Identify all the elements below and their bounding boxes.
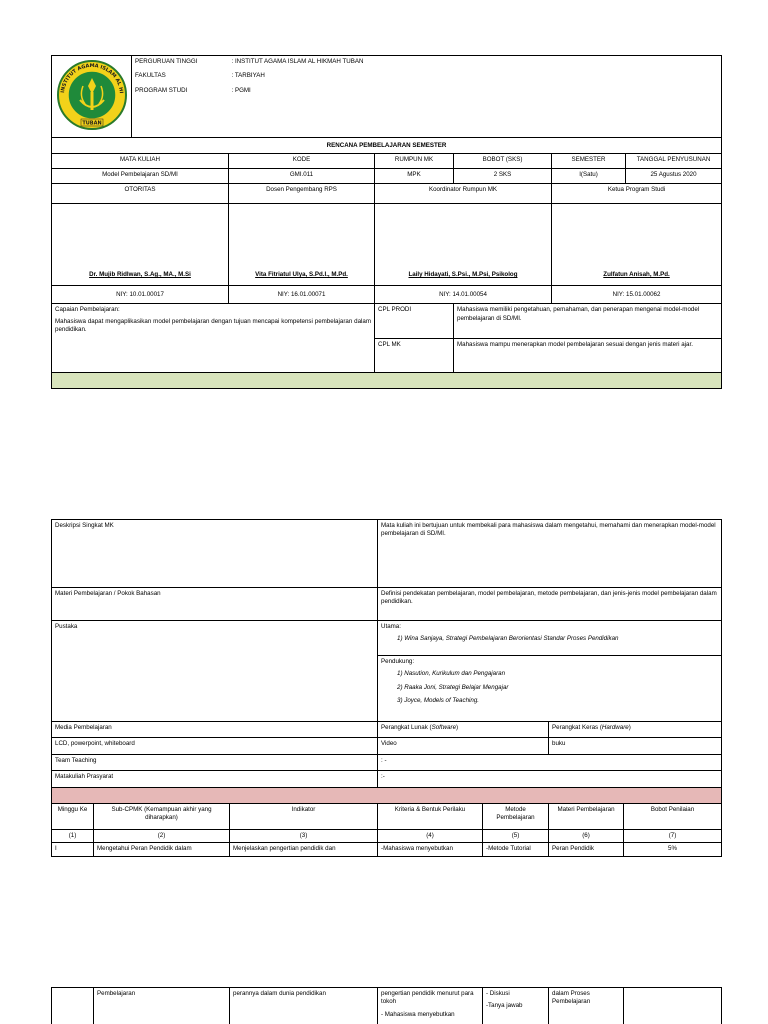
plan-header-criteria: Kriteria & Bentuk Perilaku bbox=[378, 804, 483, 830]
plan-criteria-1: -Mahasiswa menyebutkan bbox=[378, 843, 483, 856]
description-text: Mata kuliah ini bertujuan untuk membekali para mahasiswa dalam mengetahui, memahami dan menerapkan model-model pembelajaran di SD/MI. bbox=[378, 520, 722, 588]
plan-header-indicator: Indikator bbox=[230, 804, 378, 830]
cont-criteria bbox=[378, 988, 483, 1024]
signatory-2-id: NIY: 16.01.00071 bbox=[229, 286, 375, 304]
cont-subcpmk: Pembelajaran bbox=[94, 988, 230, 1024]
learning-outcomes-label: Capaian Pembelajaran: bbox=[55, 306, 120, 314]
faculty-label: FAKULTAS bbox=[135, 72, 166, 80]
signatory-4-name: Zulfatun Anisah, M.Pd. bbox=[552, 204, 722, 286]
cont-material: dalam Proses Pembelajaran bbox=[549, 988, 624, 1024]
supporting-references-label: Pendukung: bbox=[381, 658, 415, 665]
rps-header-table bbox=[51, 55, 722, 389]
signatory-3-name: Laily Hidayati, S.Psi., M.Psi, Psikolog bbox=[375, 204, 552, 286]
team-teaching-label: Team Teaching bbox=[52, 755, 378, 771]
supporting-reference-2: 2) Raaka Joni, Strategi Belajar Mengajar bbox=[397, 683, 509, 691]
col-header-code: KODE bbox=[229, 154, 375, 169]
supporting-references bbox=[378, 656, 722, 722]
description-label: Deskripsi Singkat MK bbox=[52, 520, 378, 588]
course-code: GMI.011 bbox=[229, 169, 375, 184]
institution-label: PERGURUAN TINGGI bbox=[135, 58, 198, 65]
plan-header-method: Metode Pembelajaran bbox=[483, 804, 549, 830]
plan-material-1: Peran Pendidik bbox=[549, 843, 624, 856]
course-semester: I(Satu) bbox=[552, 169, 626, 184]
plan-week-1: I bbox=[52, 843, 94, 856]
plan-subcpmk-1: Mengetahui Peran Pendidik dalam bbox=[94, 843, 230, 856]
cont-criteria-a: pengertian pendidik menurut para tokoh bbox=[381, 990, 474, 1006]
green-separator-row bbox=[52, 373, 722, 389]
supporting-reference-3-author: 3) Joyce, bbox=[397, 697, 424, 705]
main-reference-1: 1) Wina Sanjaya, Strategi Pembelajaran Berorientasi Standar Proses Pendidikan bbox=[397, 635, 619, 643]
logo-text-top: INSTITUT AGAMA ISLAM AL HI bbox=[60, 62, 124, 94]
materials-text: Definisi pendekatan pembelajaran, model pembelajaran, metode pembelajaran, dan jenis-jenis model pembelajaran dalam pendidikan. bbox=[378, 588, 722, 621]
hardware-label-close: ) bbox=[628, 724, 631, 731]
col-header-semester: SEMESTER bbox=[552, 154, 626, 169]
plan-number-4: (4) bbox=[378, 830, 483, 843]
plan-indicator-1: Menjelaskan pengertian pendidik dan bbox=[230, 843, 378, 856]
course-credits: 2 SKS bbox=[454, 169, 552, 184]
plan-header-weight: Bobot Penilaian bbox=[624, 804, 722, 830]
software-label-text: Perangkat Lunak ( bbox=[381, 724, 432, 731]
supporting-reference-3-title: Models of Teaching. bbox=[423, 697, 479, 705]
cont-method-b: -Tanya jawab bbox=[486, 1002, 523, 1010]
program-value: : PGMI bbox=[231, 86, 251, 94]
cpl-mk-text: Mahasiswa mampu menerapkan model pembelajaran sesuai dengan jenis materi ajar. bbox=[454, 339, 722, 373]
col-header-date: TANGGAL PENYUSUNAN bbox=[626, 154, 722, 169]
plan-header-material: Materi Pembelajaran bbox=[549, 804, 624, 830]
role-head: Ketua Program Studi bbox=[552, 184, 722, 204]
logo-cell bbox=[52, 56, 132, 138]
signatory-1-id: NIY: 10.01.00017 bbox=[52, 286, 229, 304]
software-value: Video bbox=[378, 738, 549, 755]
learning-outcomes bbox=[52, 304, 375, 373]
software-label bbox=[378, 722, 549, 738]
course-cluster: MPK bbox=[375, 169, 454, 184]
signatory-4-id: NIY: 15.01.00062 bbox=[552, 286, 722, 304]
plan-number-7: (7) bbox=[624, 830, 722, 843]
signatory-3-id: NIY: 14.01.00054 bbox=[375, 286, 552, 304]
media-value: LCD, powerpoint, whiteboard bbox=[52, 738, 378, 755]
faculty-value: : TARBIYAH bbox=[231, 72, 265, 80]
materials-label: Materi Pembelajaran / Pokok Bahasan bbox=[52, 588, 378, 621]
signatory-2-name: Vita Fitriatul Ulya, S.Pd.I., M.Pd. bbox=[229, 204, 375, 286]
prerequisite-label: Matakuliah Prasyarat bbox=[52, 771, 378, 788]
cpl-mk-label: CPL MK bbox=[375, 339, 454, 373]
references-label: Pustaka bbox=[52, 621, 378, 722]
course-name: Model Pembelajaran SD/MI bbox=[52, 169, 229, 184]
pink-separator-row bbox=[52, 788, 722, 804]
plan-header-subcpmk: Sub-CPMK (Kemampuan akhir yang diharapkan) bbox=[94, 804, 230, 830]
logo-text-bottom: TUBAN bbox=[82, 120, 102, 127]
software-label-italic: Software bbox=[431, 724, 457, 731]
course-details-table bbox=[51, 519, 722, 857]
learning-outcomes-text: Mahasiswa dapat mengaplikasikan model pembelajaran dengan tujuan mencapai kompetensi pembelajaran dalam pendidikan. bbox=[55, 317, 371, 334]
plan-header-week: Minggu Ke bbox=[52, 804, 94, 830]
hardware-label-text: Perangkat Keras ( bbox=[552, 724, 602, 731]
cont-method bbox=[483, 988, 549, 1024]
cont-method-a: - Diskusi bbox=[486, 990, 510, 997]
col-header-cluster: RUMPUN MK bbox=[375, 154, 454, 169]
col-header-credits: BOBOT (SKS) bbox=[454, 154, 552, 169]
main-references bbox=[378, 621, 722, 656]
hardware-label bbox=[549, 722, 722, 738]
plan-method-1: -Metode Tutorial bbox=[483, 843, 549, 856]
cont-week bbox=[52, 988, 94, 1024]
cpl-prodi-label: CPL PRODI bbox=[375, 304, 454, 339]
col-header-course: MATA KULIAH bbox=[52, 154, 229, 169]
hardware-value: buku bbox=[549, 738, 722, 755]
plan-number-2: (2) bbox=[94, 830, 230, 843]
header-labels bbox=[132, 56, 229, 138]
plan-weight-1: 5% bbox=[624, 843, 722, 856]
cont-indicator: perannya dalam dunia pendidikan bbox=[230, 988, 378, 1024]
plan-number-1: (1) bbox=[52, 830, 94, 843]
main-references-label: Utama: bbox=[381, 623, 401, 630]
role-developer: Dosen Pengembang RPS bbox=[229, 184, 375, 204]
cont-weight bbox=[624, 988, 722, 1024]
media-label: Media Pembelajaran bbox=[52, 722, 378, 738]
institution-value: : INSTITUT AGAMA ISLAM AL HIKMAH TUBAN bbox=[231, 58, 364, 65]
program-label: PROGRAM STUDI bbox=[135, 86, 188, 94]
course-date: 25 Agustus 2020 bbox=[626, 169, 722, 184]
plan-number-6: (6) bbox=[549, 830, 624, 843]
document-title: RENCANA PEMBELAJARAN SEMESTER bbox=[52, 138, 722, 154]
hardware-label-italic: Hardware bbox=[601, 724, 629, 731]
institution-logo bbox=[52, 56, 132, 134]
authority-label: OTORITAS bbox=[52, 184, 229, 204]
team-teaching-value: : - bbox=[378, 755, 722, 771]
software-label-close: ) bbox=[456, 724, 459, 731]
supporting-reference-1: 1) Nasution, Kurikulum dan Pengajaran bbox=[397, 670, 506, 678]
header-values bbox=[229, 56, 722, 138]
cpl-prodi-text: Mahasiswa memiliki pengetahuan, pemahaman, dan penerapan mengenai model-model pembelajaran di SD/MI. bbox=[454, 304, 722, 339]
signatory-1-name: Dr. Mujib Ridlwan, S.Ag., MA., M.Si bbox=[52, 204, 229, 286]
role-coordinator: Koordinator Rumpun MK bbox=[375, 184, 552, 204]
plan-continuation-table bbox=[51, 987, 722, 1024]
prerequisite-value: :- bbox=[378, 771, 722, 788]
supporting-reference-3 bbox=[381, 697, 718, 705]
plan-number-3: (3) bbox=[230, 830, 378, 843]
plan-number-5: (5) bbox=[483, 830, 549, 843]
cont-criteria-b: - Mahasiswa menyebutkan bbox=[381, 1010, 455, 1018]
